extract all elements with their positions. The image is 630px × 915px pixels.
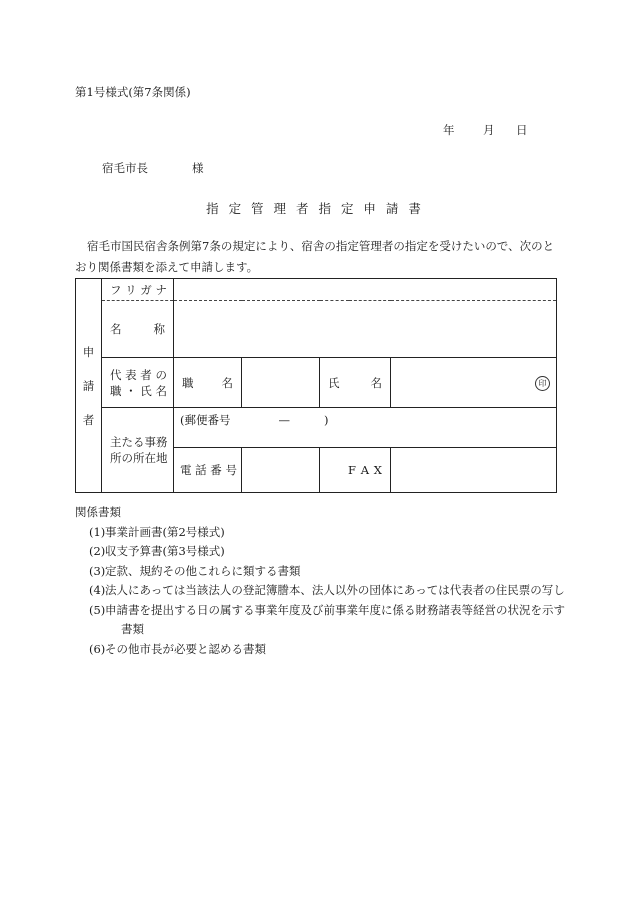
rep-label-line-2: 職 ・ 氏 名 <box>110 383 167 398</box>
furigana-label: フ リ ガ ナ <box>102 279 174 301</box>
job-title-char-2: 名 <box>221 375 233 390</box>
fax-label <box>320 448 391 493</box>
applicant-char-2: 請 <box>82 378 95 393</box>
item-text: 収支予算書(第3号様式) <box>105 544 225 558</box>
document-title: 指 定 管 理 者 指 定 申 請 書 <box>206 201 424 216</box>
office-address-label <box>102 408 174 493</box>
item-number: (6) <box>89 641 106 656</box>
list-item <box>75 562 565 582</box>
postal-code-field[interactable] <box>174 408 557 448</box>
application-table <box>75 278 557 493</box>
addressee <box>102 160 204 176</box>
item-text: 申請書を提出する日の属する事業年度及び前事業年度に係る財務諸表等経営の状況を示す書類 <box>105 602 565 636</box>
office-label-line-1: 主たる事務 <box>110 435 168 449</box>
name-label <box>102 301 174 358</box>
item-number: (3) <box>89 563 106 578</box>
applicant-char-1: 申 <box>82 344 95 359</box>
rep-label-line-1: 代 表 者 の <box>110 367 167 382</box>
item-text: 事業計画書(第2号様式) <box>105 524 225 539</box>
fax-char-2: A <box>360 463 370 477</box>
list-item <box>75 640 565 660</box>
person-name-field[interactable] <box>391 358 557 408</box>
addressee-title: 宿毛市長 <box>102 161 148 175</box>
name-label-char-1: 名 <box>110 322 122 336</box>
year-label: 年 <box>443 123 455 137</box>
job-title-char-1: 職 <box>182 375 194 390</box>
related-docs-heading: 関係書類 <box>75 505 121 519</box>
item-text: その他市長が必要と認める書類 <box>105 641 266 656</box>
representative-label <box>102 358 174 408</box>
phone-label: 電 話 番 号 <box>174 448 242 493</box>
applicant-char-3: 者 <box>82 412 95 427</box>
person-name-label <box>320 358 391 408</box>
list-item <box>75 601 565 640</box>
item-text: 法人にあっては当該法人の登記簿謄本、法人以外の団体にあっては代表者の住民票の写し <box>105 583 565 597</box>
furigana-field[interactable] <box>174 279 557 301</box>
day-label: 日 <box>516 123 528 137</box>
fax-char-1: F <box>348 463 356 477</box>
item-number: (5) <box>89 602 106 617</box>
item-number: (1) <box>89 524 106 539</box>
postal-suffix: ) <box>324 413 329 427</box>
phone-field[interactable] <box>242 448 320 493</box>
person-name-char-1: 氏 <box>328 375 340 390</box>
person-name-char-2: 名 <box>370 375 382 390</box>
seal-icon: 印 <box>535 376 550 391</box>
item-number: (4) <box>89 583 106 597</box>
name-field[interactable] <box>174 301 557 358</box>
item-number: (2) <box>89 544 106 558</box>
fax-field[interactable] <box>391 448 557 493</box>
job-title-label <box>174 358 242 408</box>
addressee-honorific: 様 <box>192 161 204 175</box>
fax-char-3: X <box>373 463 382 477</box>
related-documents <box>75 503 565 659</box>
job-title-field[interactable] <box>242 358 320 408</box>
name-label-char-2: 称 <box>153 322 165 336</box>
list-item <box>75 542 565 562</box>
postal-dash: — <box>278 413 290 427</box>
list-item <box>75 523 565 543</box>
office-label-line-2: 所の所在地 <box>110 451 168 465</box>
item-text: 定款、規約その他これらに類する書類 <box>105 563 301 578</box>
month-label: 月 <box>483 123 495 137</box>
form-number: 第1号様式(第7条関係) <box>75 85 191 99</box>
date-line <box>443 122 528 138</box>
applicant-label <box>76 279 102 493</box>
postal-prefix: (郵便番号 <box>180 413 231 427</box>
intro-paragraph: 宿毛市国民宿舎条例第7条の規定により、宿舎の指定管理者の指定を受けたいので、次のとおり関係書類を添えて申請します。 <box>75 239 555 274</box>
list-item <box>75 581 565 601</box>
